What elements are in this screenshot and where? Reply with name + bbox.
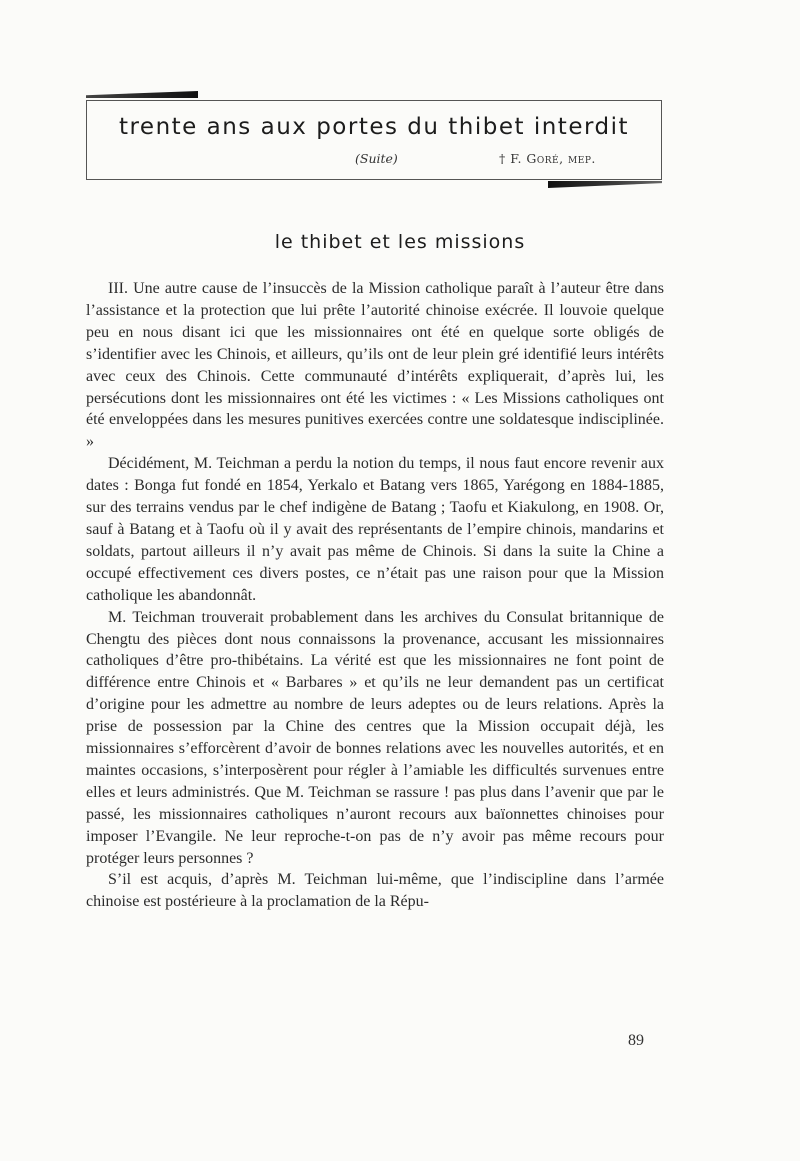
series-title: trente ans aux portes du thibet interdit	[118, 114, 630, 140]
paragraph: S’il est acquis, d’après M. Teichman lui-même, que l’indiscipline dans l’armée chinoise est postérieure à la proclamation de la Répu-	[86, 871, 664, 911]
paragraph: Décidément, M. Teichman a perdu la notion du temps, il nous faut encore revenir aux dates : Bonga fut fondé en 1854, Yerkalo et Batang vers 1865, Yarégong en 1884-1885, sur des terrains vendus par le chef indigène de Batang ; Taofu et Kiakulong, en 1908. Or, sauf à Batang et à Taofu où il y avait des représentants de l’empire chinois, mandarins et soldats, partout ailleurs il n’y avait pas même de Chinois. Si dans la suite la Chine a occupé effectivement ces divers postes, ce n’était pas une raison pour que la Mission catholique les abandonnât.	[86, 455, 664, 604]
header-rule-top	[86, 91, 198, 98]
page-number: 89	[628, 1032, 644, 1049]
paragraph: M. Teichman trouverait probablement dans les archives du Consulat britannique de Chengtu des pièces dont nous connaissons la provenance, accusant les missionnaires catholiques d’être pro-thibétains. La vérité est que les missionnaires ne font point de différence entre Chinois et « Barbares » et qu’ils ne leur demandent pas un certificat d’origine pour les admettre au nombre de leurs adeptes ou de leurs relations. Après la prise de possession par la Chine des centres que la Mission occupait déjà, les missionnaires s’efforcèrent d’avoir de bonnes relations avec les nouvelles autorités, et en maintes occasions, s’interposèrent pour régler à l’amiable les difficultés survenues entre elles et leurs administrés. Que M. Teichman se rassure ! pas plus dans l’avenir que par le passé, les missionnaires catholiques n’auront recours aux baïonnettes chinoises pour imposer l’Evangile. Ne leur reproche-t-on pas de n’y avoir pas même recours pour protéger leurs personnes ?	[86, 608, 664, 867]
article-body	[86, 278, 664, 913]
author-credit: † F. Goré, mep.	[499, 151, 596, 166]
suite-label: (Suite)	[355, 151, 398, 166]
section-title: le thibet et les missions	[274, 231, 526, 253]
header-rule-bottom	[548, 181, 662, 188]
paragraph: III. Une autre cause de l’insuccès de la Mission catholique paraît à l’auteur être dans l’assistance et la protection que lui prête l’autorité chinoise exécrée. Il louvoie quelque peu en nous disant ici que les missionnaires ont été en quelque sorte obligés de s’identifier avec les Chinois, et ailleurs, qu’ils ont de leur plein gré identifié leurs intérêts avec ceux des Chinois. Cette communauté d’intérêts expliquerait, d’après lui, les persécutions dont les missionnaires ont été les victimes : « Les Missions catholiques ont été enveloppées dans les mesures punitives exercées contre une soldatesque indisciplinée. »	[86, 280, 664, 451]
header-box	[86, 100, 662, 180]
